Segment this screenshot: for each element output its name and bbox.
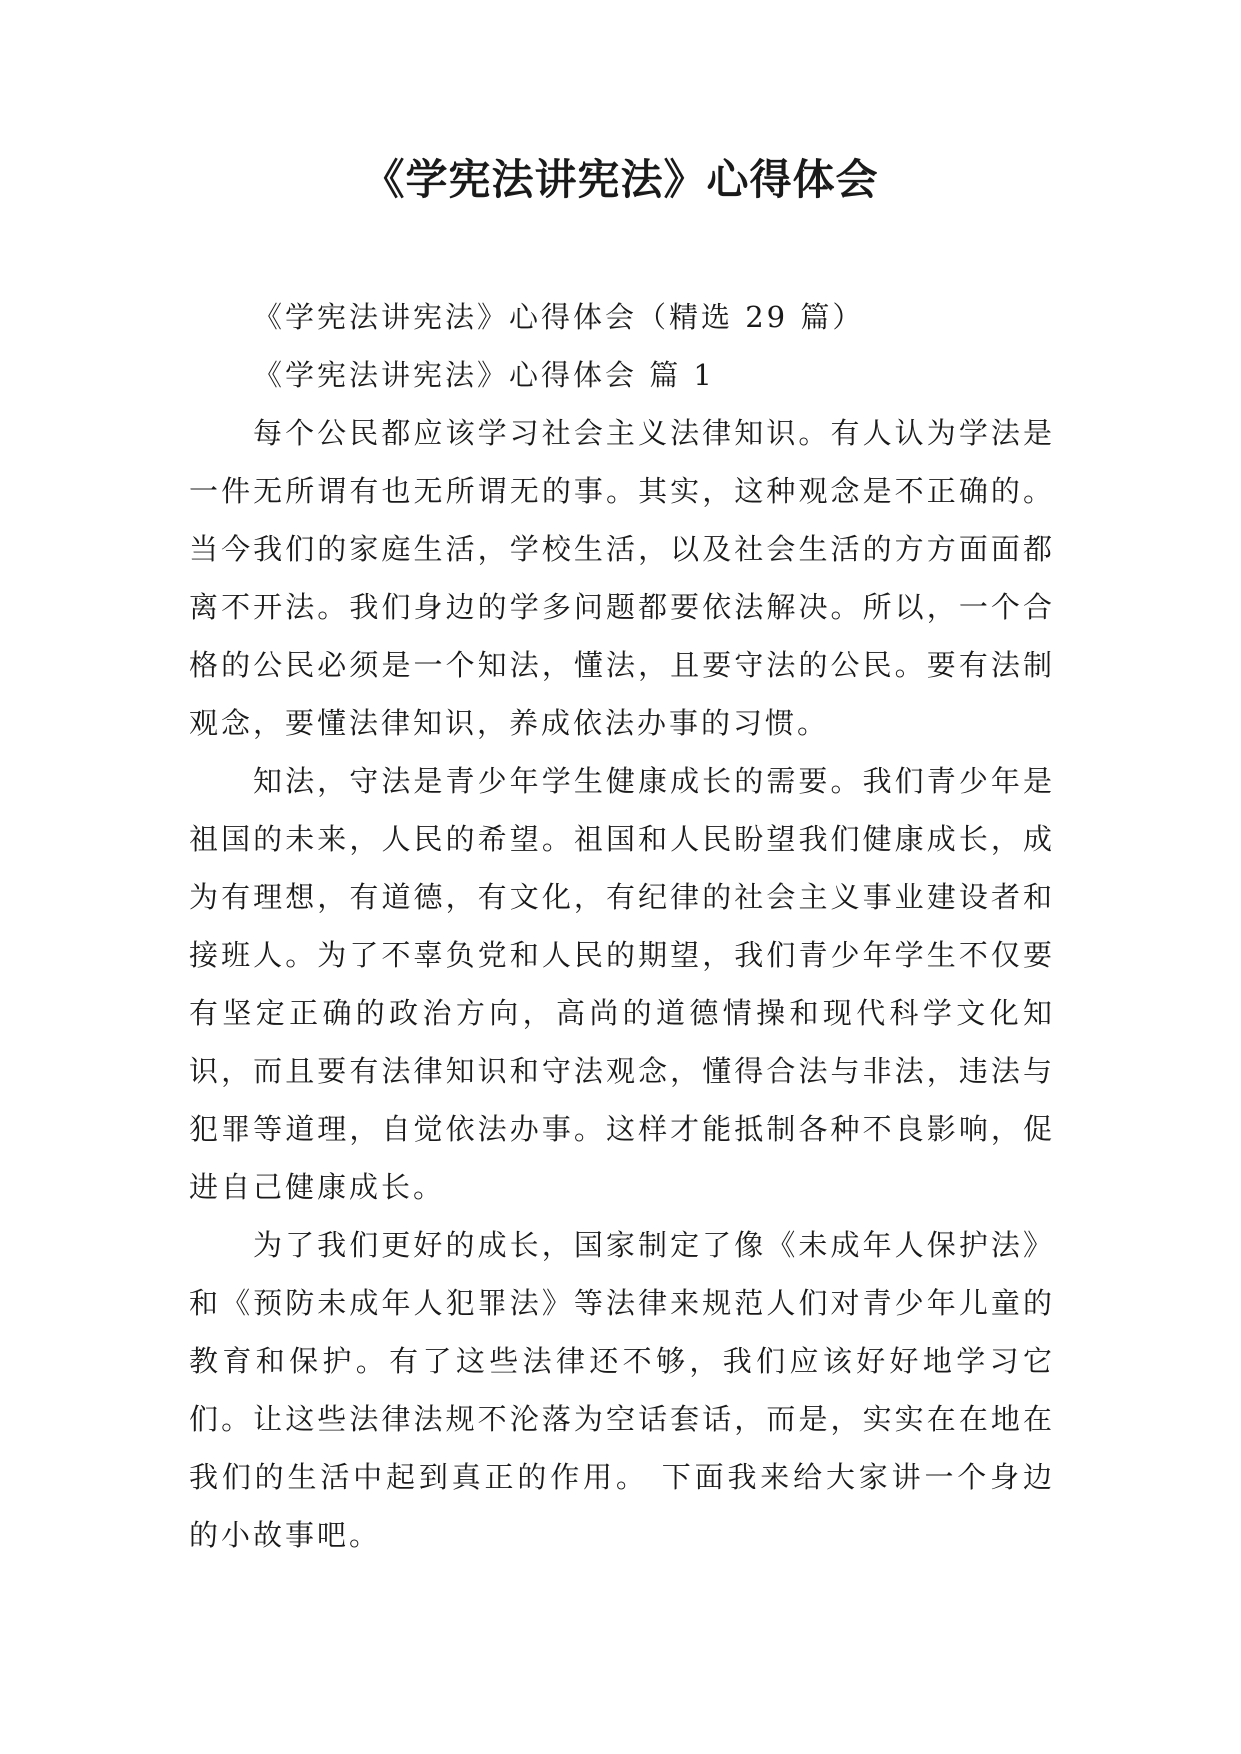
body-paragraph: 每个公民都应该学习社会主义法律知识。有人认为学法是一件无所谓有也无所谓无的事。其实，这种观念是不正确的。当今我们的家庭生活，学校生活，以及社会生活的方方面面都离不开法。我们身边的学多问题都要依法解决。所以，一个合格的公民必须是一个知法，懂法，且要守法的公民。要有法制观念，要懂法律知识，养成依法办事的习惯。	[189, 416, 1055, 740]
document-body	[189, 288, 1055, 1564]
collection-subtitle: 《学宪法讲宪法》心得体会（精选 29 篇）	[253, 300, 865, 334]
body-paragraph: 知法，守法是青少年学生健康成长的需要。我们青少年是祖国的未来，人民的希望。祖国和人民盼望我们健康成长，成为有理想，有道德，有文化，有纪律的社会主义事业建设者和接班人。为了不辜负党和人民的期望，我们青少年学生不仅要有坚定正确的政治方向，高尚的道德情操和现代科学文化知识，而且要有法律知识和守法观念，懂得合法与非法，违法与犯罪等道理，自觉依法办事。这样才能抵制各种不良影响，促进自己健康成长。	[189, 764, 1055, 1204]
document-title: 《学宪法讲宪法》心得体会	[362, 155, 879, 204]
part-subtitle: 《学宪法讲宪法》心得体会 篇 1	[253, 358, 715, 392]
body-paragraph: 为了我们更好的成长，国家制定了像《未成年人保护法》和《预防未成年人犯罪法》等法律来规范人们对青少年儿童的教育和保护。有了这些法律还不够，我们应该好好地学习它们。让这些法律法规不沦落为空话套话，而是，实实在在地在我们的生活中起到真正的作用。 下面我来给大家讲一个身边的小故事吧。	[189, 1228, 1055, 1552]
